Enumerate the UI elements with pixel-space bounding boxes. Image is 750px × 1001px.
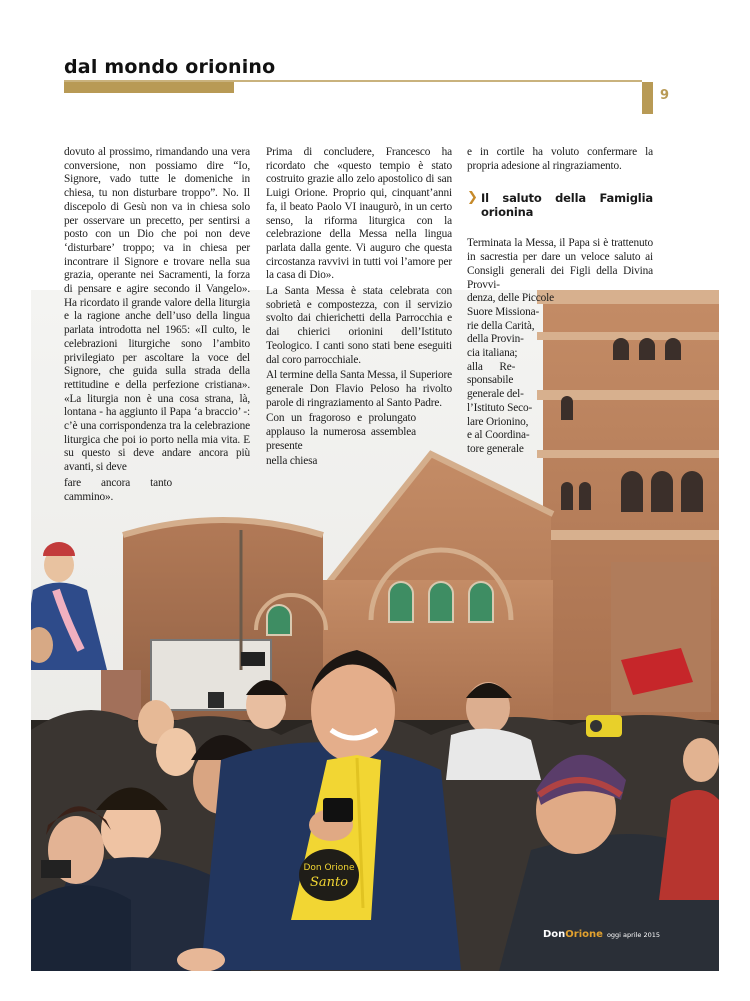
article-line: generale del- [467, 388, 524, 401]
article-paragraph: La Santa Messa è stata celebrata con sobrietà e compostezza, con il servizio svolto dai chierichetti della Parrocchia e dai chierici orionini dell’Istituto Teologico. I canti sono stati bene eseguiti dal coro parrocchiale. [266, 285, 452, 366]
header-gold-bar [64, 82, 234, 93]
footer-brand-don: Don [543, 929, 566, 940]
article-line: lare Orionino, [467, 415, 529, 428]
subheading [467, 191, 653, 219]
article-line: e al Coordina- [467, 429, 530, 442]
article-paragraph: Prima di concludere, Francesco ha ricordato che «questo tempio è stato costruito grazie allo zelo apostolico di san Luigi Orione. Proprio qui, cinquant’anni fa, il beato Paolo VI inaugurò, in un certo senso, la riforma liturgica con la celebrazione della Messa nella lingua parlata dalla gente. Vi auguro che questa circostanza ravvivi in tutti voi l’amore per la casa di Dio». [266, 146, 452, 282]
article-line: cia italiana; [467, 347, 518, 360]
subheading-text: Il saluto della Famiglia orionina [481, 191, 653, 220]
article-line: Suore Missiona- [467, 305, 540, 318]
section-title: dal mondo orionino [64, 56, 276, 78]
scarf-text-top: Don Orione [303, 863, 355, 873]
page-number-marker [642, 82, 653, 114]
article-line: cammino». [64, 490, 114, 503]
scarf-text-bottom: Santo [309, 875, 349, 890]
article-line: alla Re- [467, 360, 516, 373]
article-paragraph: Terminata la Messa, il Papa si è trattenuto in sacrestia per dare un veloce saluto ai Consigli generali dei Figli della Divina Provvi- [467, 237, 653, 291]
article-line: della Provin- [467, 333, 524, 346]
magazine-footer [543, 929, 660, 940]
article-paragraph: dovuto al prossimo, rimandando una vera conversione, non possiamo dire “Io, Signore, vado tutte le domeniche in chiesa, tu non disturbare troppo”. No. Il discepolo di Gesù non va in chiesa solo per osservare un precetto, per sentirsi a posto con un Dio che poi non deve ‘disturbare’ troppo; va in chiesa per incontrare il Signore e trovare nella sua grazia, operante nei Sacramenti, la forza di pensare e agire secondo il Vangelo». Ha ricordato il grande valore della liturgia e la ragione anche dell’uso della lingua parlata introdotta nel 1965: «Il culto, le celebrazioni liturgiche sono l’ambito privilegiato per ascoltare la voce del Signore, che guida sulla strada della rettitudine e della perfezione cristiana». «La liturgia non è una cosa strana, là, lontana - ha aggiunto il Papa ‘a braccio’ -: c’è una corrispondenza tra la celebrazione liturgica che poi io porto nella mia vita. E su questo si deve andare ancora più avanti, si deve [64, 146, 250, 474]
article-paragraph: Al termine della Santa Messa, il Superiore generale Don Flavio Peloso ha rivolto parole di ringraziamento al Santo Padre. [266, 369, 452, 409]
page-number: 9 [660, 88, 670, 103]
article-paragraph: Con un fragoroso e prolungato applauso la numerosa assemblea presente [266, 412, 416, 452]
article-line: tore generale [467, 442, 524, 455]
article-column-3 [467, 146, 653, 457]
article-line: l’Istituto Seco- [467, 401, 533, 414]
article-paragraph: e in cortile ha voluto confermare la propria adesione al ringraziamento. [467, 146, 653, 172]
chevron-right-icon: ❯ [467, 190, 478, 206]
article-column-1 [64, 146, 250, 504]
article-line: denza, delle Piccole [467, 292, 555, 305]
article-line: sponsabile [467, 374, 514, 387]
article-line: nella chiesa [266, 455, 318, 468]
article-line: rie della Carità, [467, 319, 535, 332]
article-line: fare ancora tanto [64, 476, 172, 489]
footer-issue: oggi aprile 2015 [606, 931, 661, 939]
footer-brand-orione: Orione [565, 929, 603, 940]
article-column-2 [266, 146, 452, 471]
